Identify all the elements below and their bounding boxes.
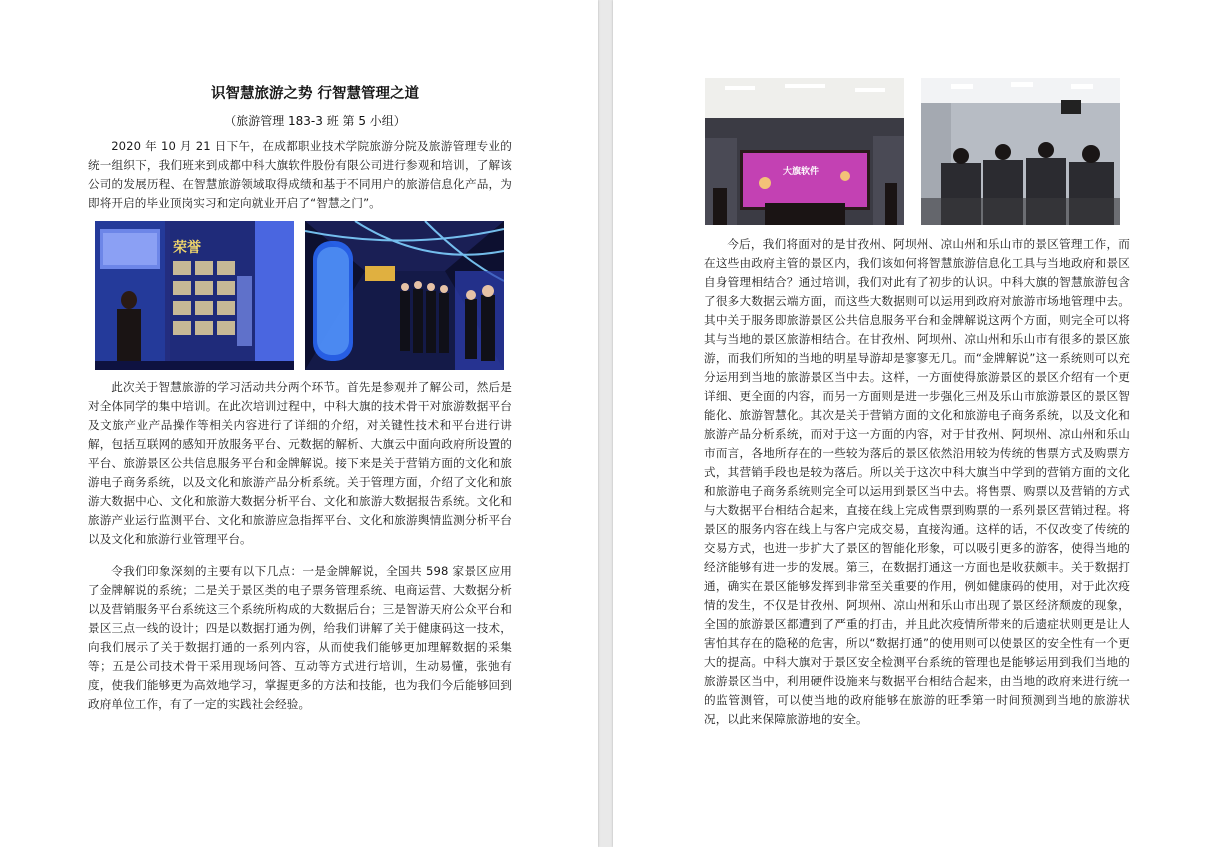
photo-training-audience <box>921 78 1120 225</box>
document-subtitle: （旅游管理 183-3 班 第 5 小组） <box>224 114 406 128</box>
photo-tech-corridor <box>305 221 504 370</box>
paragraph-future-plans: 今后，我们将面对的是甘孜州、阿坝州、凉山州和乐山市的景区管理工作，而在这些由政府主管的景区内，我们该如何将智慧旅游信息化工具与当地政府和景区自身管理相结合？通过培训，我们对此有了初步的认识。中科大旗的智慧旅游包含了很多大数据云端方面，而这些大数据则可以运用到政府对旅游市场地管理中去。其中关于服务即旅游景区公共信息服务平台和金牌解说这两个方面，则完全可以将其与当地的景区旅游相结合。在甘孜州、阿坝州、凉山州和乐山市有很多的景区旅游，而我们所知的当地的明星导游却是寥寥无几。而“金牌解说”这一系统则可以充分运用到当地的旅游景区当中去。这样，一方面使得旅游景区的景区介绍有一个更详细、更全面的内容，而另一方面则是进一步强化三州及乐山市旅游景区的景区智能化、旅游智慧化。其次是关于营销方面的文化和旅游电子商务系统，以及文化和旅游产品分析系统，而对于这一方面的内容，对于甘孜州、阿坝州、凉山州和乐山市而言，各地所存在的一些较为落后的景区依然沿用较为传统的售票方式及购票方式，其营销手段也是较为落后。所以关于这次中科大旗当中学到的营销方面的文化和旅游电子商务系统则完全可以运用到景区当中去。将售票、购票以及营销的方式与大数据平台相结合起来，直接在线上完成售票到购票的一系列景区营销过程。将景区的服务内容在线上与客户完成交易，直接沟通。这样的话，不仅改变了传统的交易方式，也进一步扩大了景区的智能化形象，可以吸引更多的游客，使得当地的经济能够有进一步的发展。第三，在数据打通这一方面也是收获颇丰。关于数据打通，确实在景区能够发挥到非常至关重要的作用，例如健康码的使用，对于此次疫情的发生，不仅是甘孜州、阿坝州、凉山州和乐山市出现了景区经济颓废的现象，全国的旅游景区都遭到了严重的打击，并且此次疫情所带来的后遗症状则更是让人害怕其存在的隐秘的危害，所以“数据打通”的使用则可以使景区的安全性有一个更大的提高。中科大旗对于景区安全检测平台系统的管理也是能够运用到我们当地的旅游景区当中，利用硬件设施来与数据平台相结合起来，由当地的政府来进行统一的监管测管，可以使当地的政府能够在旅游的旺季第一时间预测到当地的旅游状况，以此来保障旅游地的安全。 <box>704 237 1130 726</box>
paragraph-activity: 此次关于智慧旅游的学习活动共分两个环节。首先是参观并了解公司，然后是对全体同学的集中培训。在此次培训过程中，中科大旗的技术骨干对旅游数据平台及文旅产业产品操作等相关内容进行了详细的介绍，对关键性技术和平台进行讲解，包括互联网的感知开放服务平台、元数据的解析、大旗云中面向政府所设置的平台、旅游景区公共信息服务平台和金牌解说。接下来是关于营销方面的文化和旅游电子商务系统，以及文化和旅游产品分析系统。关于管理方面，介绍了文化和旅游大数据中心、文化和旅游大数据分析平台、文化和旅游大数据报告系统。文化和旅游产业运行监测平台、文化和旅游应急指挥平台、文化和旅游舆情监测分析平台以及文化和旅游行业管理平台。 <box>88 380 512 546</box>
document-title: 识智慧旅游之势 行智慧管理之道 <box>210 86 420 102</box>
stage-screen-text: 大旗软件 <box>783 167 820 177</box>
paragraph-intro: 2020 年 10 月 21 日下午，在成都职业技术学院旅游分院及旅游管理专业的统一组织下，我们班来到成都中科大旗软件股份有限公司进行参观和培训，了解该公司的发展历程、在智慧旅游领域取得成绩和基于不同用户的旅游信息化产品，为即将开启的毕业顶岗实习和定向就业开启了“智慧之门”。 <box>88 139 512 210</box>
paragraph-impressions: 令我们印象深刻的主要有以下几点：一是金牌解说，全国共 598 家景区应用了金牌解说的系统；二是关于景区类的电子票务管理系统、电商运营、大数据分析以及营销服务平台系统这三个系统所构成的大数据后台；三是智游天府公众平台和景区三点一线的设计；四是以数据打通为例，给我们讲解了关于健康码这一技术，向我们展示了关于数据打通的一系列内容，从而使我们能够更加理解数据的采集等；五是公司技术骨干采用现场问答、互动等方式进行培训，生动易懂，张弛有度，使我们能够更为高效地学习，掌握更多的方法和技能，也为我们今后能够回到政府单位工作，有了一定的实践社会经验。 <box>88 564 512 711</box>
photo-stage-presentation <box>705 78 904 225</box>
document-page-right <box>613 0 1214 847</box>
honor-wall-sign: 荣誉 <box>173 240 201 256</box>
document-page-left <box>0 0 598 847</box>
photo-honor-wall <box>95 221 294 370</box>
